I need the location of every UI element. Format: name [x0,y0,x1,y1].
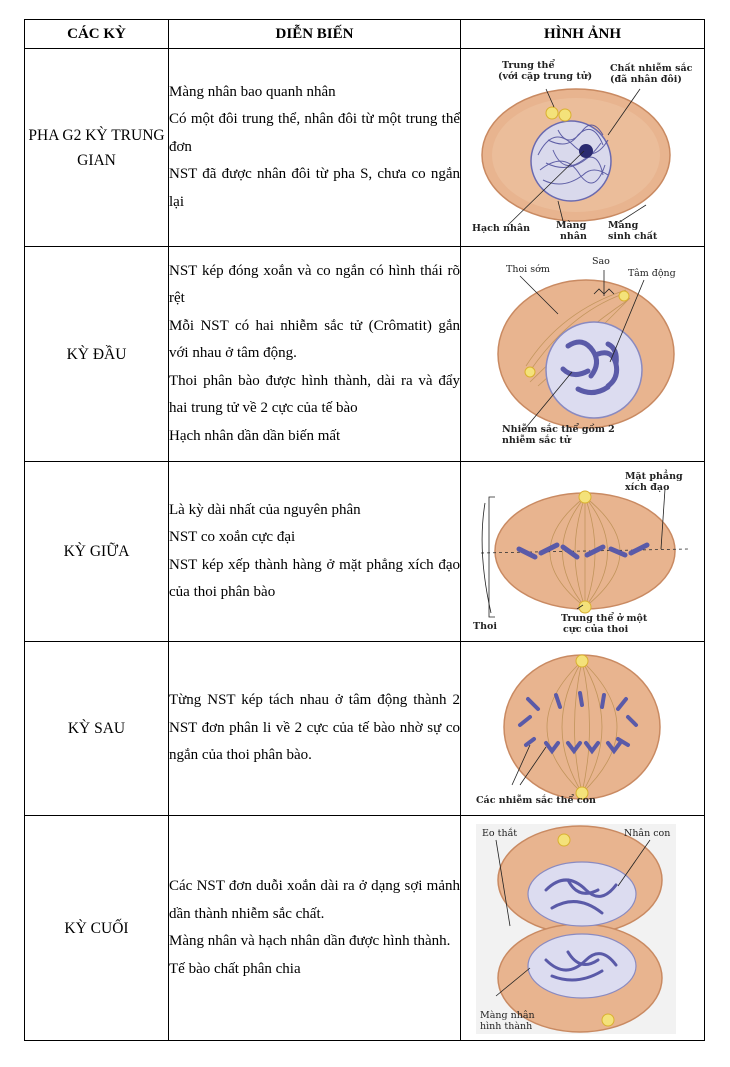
phase-name: PHA G2 KỲ TRUNG GIAN [25,49,169,247]
phase-image-cell [461,462,705,642]
diagram-label: cực của thoi [562,623,628,635]
diagram-label: Mặt phẳng [624,470,683,482]
diagram-label: Chất nhiễm sắc [609,62,692,74]
diagram-label: Sao [591,256,610,267]
diagram-label: Hạch nhân [471,222,530,234]
diagram-label: sinh chất [607,230,657,241]
diagram-label: Thoi sớm [505,264,550,275]
g2-interphase-illustration [468,55,698,241]
phase-description [169,247,461,462]
diagram-label: hình thành [479,1021,532,1032]
description-line: Thoi phân bào được hình thành, dài ra và đẩy hai trung tử về 2 cực của tế bào [169,372,460,417]
description-line: NST kép đóng xoắn và co ngắn có hình thái rõ rệt [169,262,460,307]
diagram-label: Eo thắt [481,828,517,839]
phase-description [169,49,461,247]
description-line: Là kỳ dài nhất của nguyên phân [169,501,361,518]
diagram-label: Màng [607,219,638,231]
diagram-label: Màng [555,219,586,231]
diagram-label: Nhiễm sắc thể gồm 2 [501,424,615,435]
diagram-label: Tâm động [627,268,676,279]
description-line: NST co xoắn cực đại [169,529,296,545]
telophase-illustration [468,820,698,1036]
phase-name: KỲ SAU [25,642,169,816]
description-line: Màng nhân bao quanh nhân [169,83,336,100]
description-line: Mỗi NST có hai nhiễm sắc tử (Crômatit) gắn với nhau ở tâm động. [169,317,460,362]
description-line: Hạch nhân dần dần biến mất [169,427,341,444]
phase-image-cell [461,49,705,247]
phase-description [169,642,461,816]
table-row [25,49,705,247]
header-phases: CÁC KỲ [25,20,169,49]
phase-description [169,462,461,642]
header-images: HÌNH ẢNH [461,20,705,49]
diagram-label: Các nhiễm sắc thể con [475,794,596,806]
table-row [25,247,705,462]
diagram-label: nhiễm sắc tử [501,435,571,446]
description-line: Các NST đơn duỗi xoắn dài ra ở dạng sợi mảnh dần thành nhiễm sắc chất. [169,878,460,922]
metaphase-illustration [465,467,701,637]
phase-name: KỲ CUỐI [25,816,169,1041]
diagram-label: nhân [559,230,587,241]
diagram-label: Thoi [472,620,497,632]
description-line: Từng NST kép tách nhau ở tâm động thành 2 NST đơn phân li về 2 cực của tế bào nhờ sự co ngắn của thoi phân bào. [169,692,460,764]
diagram-label: Màng nhân [479,1010,535,1021]
diagram-label: Nhân con [623,828,670,839]
phase-description [169,816,461,1041]
phase-image-cell [461,642,705,816]
phase-image-cell [461,247,705,462]
table-row [25,462,705,642]
phase-name: KỲ ĐẦU [25,247,169,462]
diagram-label: (đã nhân đôi) [609,73,682,85]
prophase-illustration [468,254,698,454]
phase-name: KỲ GIỮA [25,462,169,642]
table-row [25,816,705,1041]
diagram-label: Trung thể ở một [560,612,647,624]
description-line: Màng nhân và hạch nhân dần được hình thành. [169,933,451,949]
phase-image-cell [461,816,705,1041]
diagram-label: (với cặp trung tử) [497,70,592,82]
description-line: Tế bào chất phân chia [169,960,301,977]
description-line: NST đã được nhân đôi từ pha S, chưa co ngắn lại [169,166,460,210]
table-row [25,642,705,816]
description-line: Có một đôi trung thể, nhân đôi từ một trung thể đơn [169,111,460,155]
diagram-label: Trung thể [501,59,554,71]
header-progress: DIỄN BIẾN [169,20,461,49]
diagram-label: xích đạo [624,481,669,493]
description-line: NST kép xếp thành hàng ở mặt phẳng xích đạo của thoi phân bào [169,556,460,600]
anaphase-illustration [468,647,698,811]
mitosis-table [24,19,705,1041]
header-row [25,20,705,49]
